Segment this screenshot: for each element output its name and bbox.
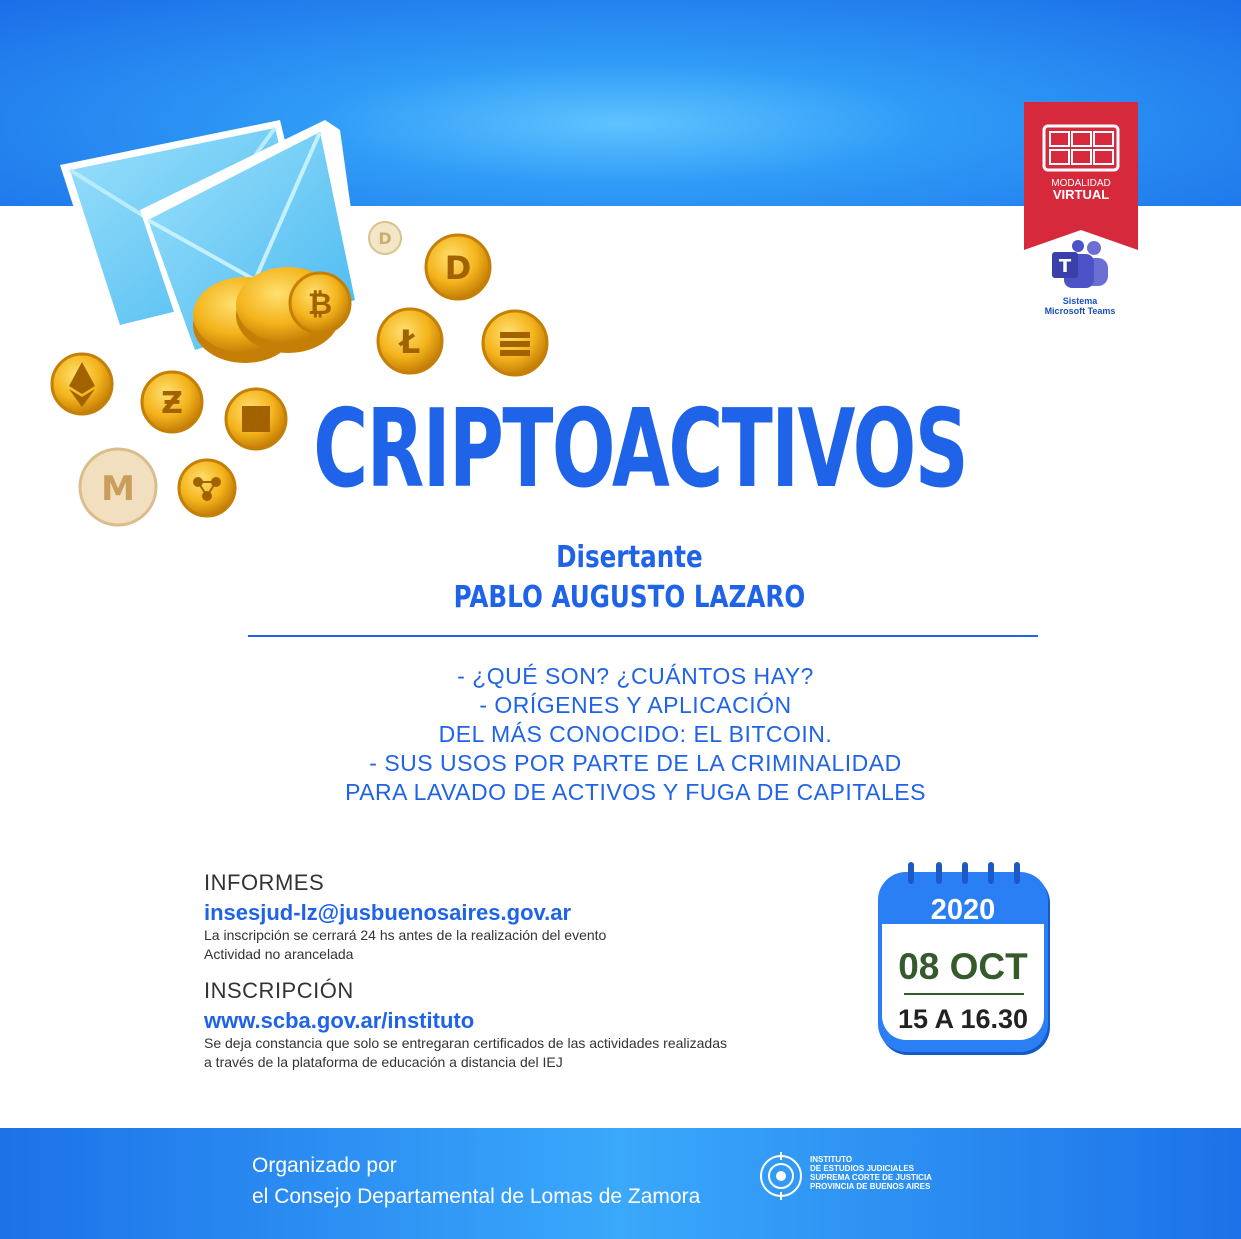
svg-text:D: D [444, 249, 472, 287]
topic-line: - ¿QUÉ SON? ¿CUÁNTOS HAY? [457, 663, 814, 689]
svg-text:Ł: Ł [399, 323, 421, 361]
inscripcion-note: a través de la plataforma de educación a distancia del IEJ [204, 1054, 563, 1070]
teams-caption-line-2: Microsoft Teams [1044, 306, 1116, 316]
organizer-text [252, 1150, 700, 1212]
institute-line: SUPREMA CORTE DE JUSTICIA [810, 1173, 932, 1182]
calendar-time: 15 A 16.30 [897, 1004, 1029, 1034]
svg-text:₿: ₿ [307, 287, 333, 322]
divider [248, 635, 1038, 637]
bitcoin-icon [290, 273, 350, 333]
teams-caption [1020, 296, 1140, 316]
organizer-line-1: Organizado por [252, 1154, 397, 1177]
speaker-name-wrap [0, 580, 1241, 615]
event-title-wrap [0, 386, 1241, 512]
topic-line: - ORÍGENES Y APLICACIÓN [479, 692, 792, 718]
organizer-name: Consejo Departamental de Lomas de Zamora [274, 1185, 701, 1208]
inscripcion-heading: INSCRIPCIÓN [204, 978, 354, 1003]
inscripcion-url-link[interactable]: www.scba.gov.ar/instituto [204, 1008, 475, 1033]
informes-note: Actividad no arancelada [204, 946, 354, 962]
inscripcion-note: Se deja constancia que solo se entregaran certificados de las actividades realizadas [204, 1035, 727, 1051]
institute-line: PROVINCIA DE BUENOS AIRES [810, 1182, 931, 1191]
dash-icon [426, 235, 490, 299]
teams-caption-line-1: Sistema [1062, 296, 1098, 306]
info-section [204, 870, 844, 1072]
topic-line: PARA LAVADO DE ACTIVOS Y FUGA DE CAPITALES [345, 779, 926, 805]
virtual-mode-label [1024, 178, 1138, 200]
organizer-prefix: el [252, 1185, 269, 1208]
topic-line: DEL MÁS CONOCIDO: EL BITCOIN. [438, 721, 833, 747]
informes-note: La inscripción se cerrará 24 hs antes de la realización del evento [204, 927, 607, 943]
calendar-ring [936, 862, 942, 884]
speaker-name: PABLO AUGUSTO LAZARO [453, 580, 806, 615]
litecoin-icon [378, 309, 442, 373]
virtual-mode-badge [1024, 102, 1138, 250]
svg-text:D: D [378, 229, 392, 248]
topics-list [0, 662, 1241, 807]
svg-text:T: T [1058, 256, 1072, 277]
informes-email-link[interactable]: insesjud-lz@jusbuenosaires.gov.ar [204, 900, 572, 925]
badge-line-1: MODALIDAD [1051, 178, 1111, 189]
stack-coin-icon [483, 311, 547, 375]
dash-icon [369, 222, 401, 254]
calendar-date: 08 OCT [898, 946, 1028, 987]
svg-text:M: M [101, 469, 135, 509]
institute-name [810, 1155, 932, 1191]
topic-line: - SUS USOS POR PARTE DE LA CRIMINALIDAD [369, 750, 902, 776]
organizer-line-2 [252, 1181, 700, 1212]
microsoft-teams-icon [1050, 240, 1114, 292]
calendar-icon [878, 862, 1052, 1056]
svg-text:Ƶ: Ƶ [161, 386, 183, 421]
institute-seal-icon [758, 1150, 804, 1202]
institute-line: INSTITUTO [810, 1155, 853, 1164]
calendar-ring [988, 862, 994, 884]
calendar-year: 2020 [930, 894, 996, 926]
calendar-ring [908, 862, 914, 884]
speaker-label: Disertante [556, 540, 703, 575]
institute-line: DE ESTUDIOS JUDICIALES [810, 1164, 915, 1173]
event-title: CRIPTOACTIVOS [313, 386, 968, 512]
informes-heading: INFORMES [204, 870, 325, 895]
calendar-ring [1014, 862, 1020, 884]
calendar-ring [962, 862, 968, 884]
calendar-underline [904, 993, 1024, 995]
badge-line-2: VIRTUAL [1052, 187, 1110, 202]
speaker-label-wrap [0, 540, 1241, 575]
